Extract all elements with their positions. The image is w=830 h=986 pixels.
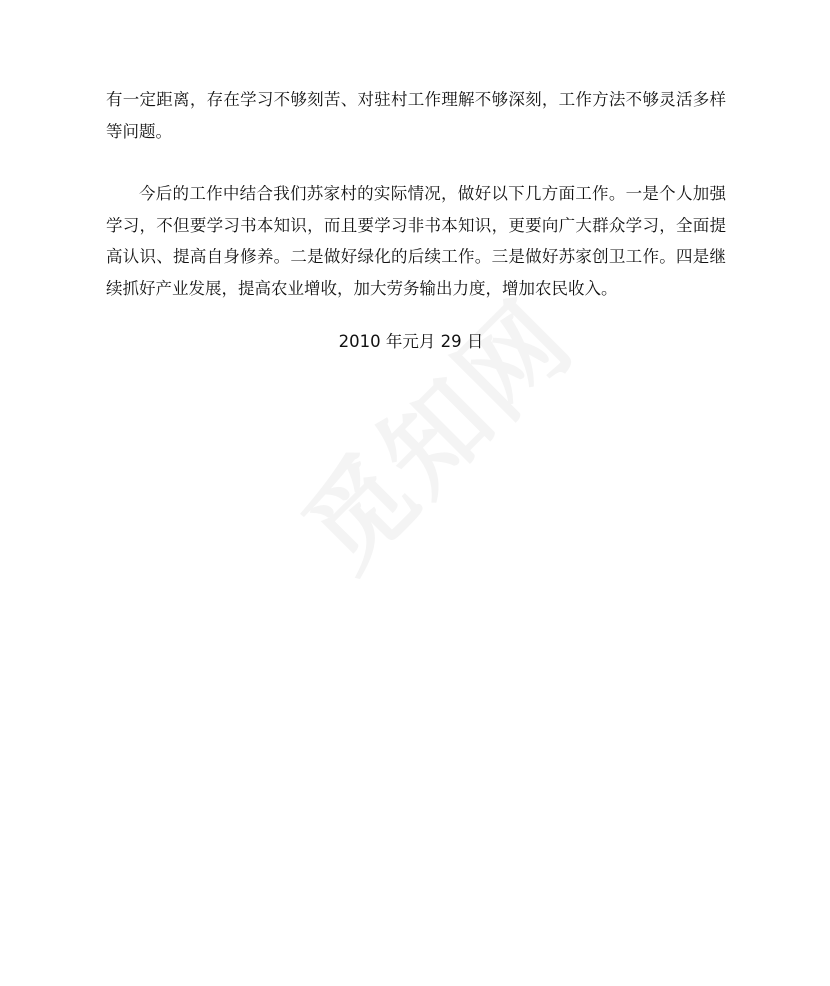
document-date: 2010 年元月 29 日 <box>338 332 484 351</box>
paragraph-future-work: 今后的工作中结合我们苏家村的实际情况，做好以下几方面工作。一是个人加强学习，不但要学习书本知识，而且要学习非书本知识，更要向广大群众学习，全面提高认识、提高自身修养。二是做好绿化的后续工作。三是做好苏家创卫工作。四是继续抓好产业发展，提高农业增收，加大劳务输出力度，增加农民收入。 <box>106 184 726 298</box>
paragraph-continued: 有一定距离，存在学习不够刻苦、对驻村工作理解不够深刻，工作方法不够灵活多样等问题。 <box>106 90 726 141</box>
paragraph-spacer <box>106 147 726 178</box>
document-body <box>106 84 726 358</box>
paragraph-spacer <box>106 304 726 326</box>
